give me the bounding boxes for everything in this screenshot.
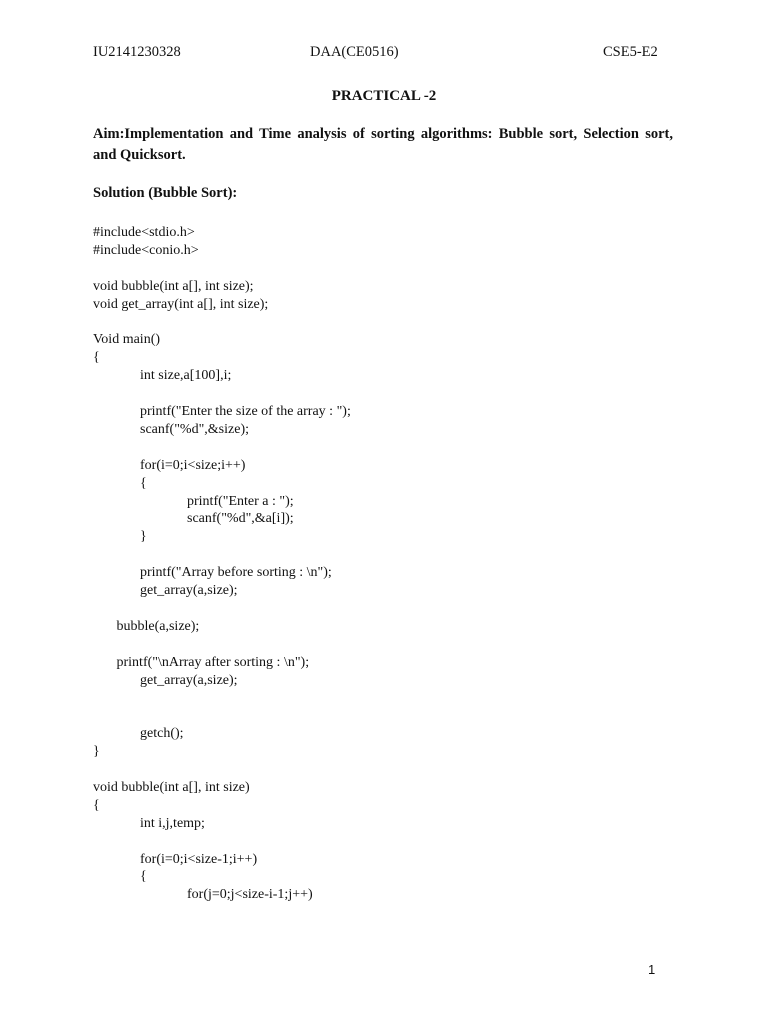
code-line: printf("Array before sorting : \n"); bbox=[140, 565, 332, 581]
code-line: bubble(a,size); bbox=[116, 618, 200, 634]
code-line: printf("Enter a : "); bbox=[187, 493, 294, 509]
code-line: } bbox=[140, 529, 147, 545]
code-line: printf("Enter the size of the array : "); bbox=[140, 404, 351, 419]
aim-paragraph: Aim:Implementation and Time analysis of sorting algorithms: Bubble sort, Selection sort, and Quicksort. bbox=[93, 126, 673, 163]
code-line: void bubble(int a[], int size); bbox=[93, 278, 254, 294]
code-line: get_array(a,size); bbox=[140, 583, 238, 598]
header-student-id: IU2141230328 bbox=[93, 44, 181, 60]
code-line: #include<stdio.h> bbox=[93, 225, 195, 240]
header-course-code: DAA(CE0516) bbox=[310, 44, 399, 60]
code-line: printf("\nArray after sorting : \n"); bbox=[116, 654, 310, 670]
code-line: } bbox=[93, 744, 100, 760]
solution-heading: Solution (Bubble Sort): bbox=[93, 185, 238, 201]
page-title: PRACTICAL -2 bbox=[331, 88, 437, 104]
code-line: void get_array(int a[], int size); bbox=[93, 296, 269, 312]
code-line: int i,j,temp; bbox=[140, 815, 205, 831]
code-line: for(i=0;i<size-1;i++) bbox=[140, 851, 258, 867]
code-line: #include<conio.h> bbox=[93, 242, 199, 258]
code-line: getch(); bbox=[140, 726, 184, 742]
code-line: for(j=0;j<size-i-1;j++) bbox=[187, 887, 313, 903]
code-line: int size,a[100],i; bbox=[140, 368, 232, 384]
code-line: { bbox=[93, 797, 100, 813]
page-number: 1 bbox=[648, 962, 656, 977]
code-line: scanf("%d",&a[i]); bbox=[187, 511, 294, 527]
code-line: for(i=0;i<size;i++) bbox=[140, 457, 246, 473]
code-line: scanf("%d",&size); bbox=[140, 421, 249, 437]
code-line: Void main() bbox=[93, 332, 161, 348]
code-line: void bubble(int a[], int size) bbox=[93, 779, 250, 795]
code-line: { bbox=[140, 475, 147, 491]
code-line: get_array(a,size); bbox=[140, 672, 238, 688]
code-line: { bbox=[140, 869, 147, 885]
header-class: CSE5-E2 bbox=[603, 44, 658, 60]
code-line: { bbox=[93, 350, 100, 366]
